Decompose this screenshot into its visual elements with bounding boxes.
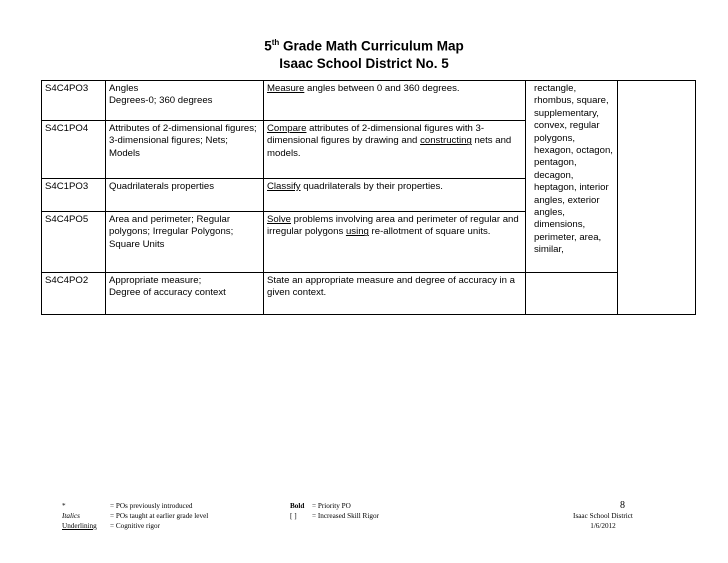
legend-symbol: Underlining — [62, 522, 97, 530]
legend-symbol: * — [62, 502, 66, 510]
table-row — [42, 273, 696, 315]
po-code: S4C4PO3 — [42, 81, 106, 121]
topic-cell: Attributes of 2-dimensional figures; 3-dimensional figures; Nets; Models — [106, 121, 264, 179]
footer-date: 1/6/2012 — [590, 522, 616, 530]
legend-symbol: Italics — [62, 512, 80, 520]
topic-cell: Area and perimeter; Regular polygons; Irregular Polygons; Square Units — [106, 212, 264, 273]
empty-notes-cell — [618, 81, 696, 315]
district-footer — [560, 511, 646, 531]
legend-symbol: Bold — [290, 502, 305, 510]
legend-symbol: [ ] — [290, 512, 297, 520]
page-number: 8 — [620, 500, 625, 511]
page-subtitle: Isaac School District No. 5 — [279, 55, 449, 71]
vocabulary-cell: rectangle, rhombus, square, supplementary, convex, regular polygons, hexagon, octagon, pentagon, decagon, heptagon, interior angles, exterior angles, dimensions, perimeter, area, similar, — [526, 81, 618, 273]
legend-meaning: = Increased Skill Rigor — [312, 512, 379, 520]
district-name: Isaac School District — [573, 512, 633, 520]
objective-cell: Compare attributes of 2-dimensional figures with 3-dimensional figures by drawing and constructing nets and models. — [264, 121, 526, 179]
objective-cell: Measure angles between 0 and 360 degrees. — [264, 81, 526, 121]
po-code: S4C4PO5 — [42, 212, 106, 273]
legend-symbols-left — [62, 501, 97, 531]
po-code: S4C1PO4 — [42, 121, 106, 179]
po-code: S4C1PO3 — [42, 179, 106, 212]
page-title: 5th Grade Math Curriculum Map Isaac School District No. 5 — [0, 34, 728, 72]
legend-meanings-left — [110, 501, 208, 531]
objective-cell: Solve problems involving area and perimeter of regular and irregular polygons using re-allotment of square units. — [264, 212, 526, 273]
legend-meaning: = Priority PO — [312, 502, 351, 510]
objective-cell: Classify quadrilaterals by their properties. — [264, 179, 526, 212]
topic-cell: Quadrilaterals properties — [106, 179, 264, 212]
po-code: S4C4PO2 — [42, 273, 106, 315]
topic-cell: Appropriate measure; Degree of accuracy context — [106, 273, 264, 315]
legend-meanings-mid — [312, 501, 379, 521]
empty-vocab-cell — [526, 273, 618, 315]
legend-meaning: = POs previously introduced — [110, 502, 193, 510]
legend-meaning: = Cognitive rigor — [110, 522, 160, 530]
topic-cell: Angles Degrees-0; 360 degrees — [106, 81, 264, 121]
objective-cell: State an appropriate measure and degree of accuracy in a given context. — [264, 273, 526, 315]
table-row — [42, 81, 696, 121]
curriculum-table — [41, 80, 696, 315]
legend-meaning: = POs taught at earlier grade level — [110, 512, 209, 520]
legend-symbols-mid — [290, 501, 304, 521]
